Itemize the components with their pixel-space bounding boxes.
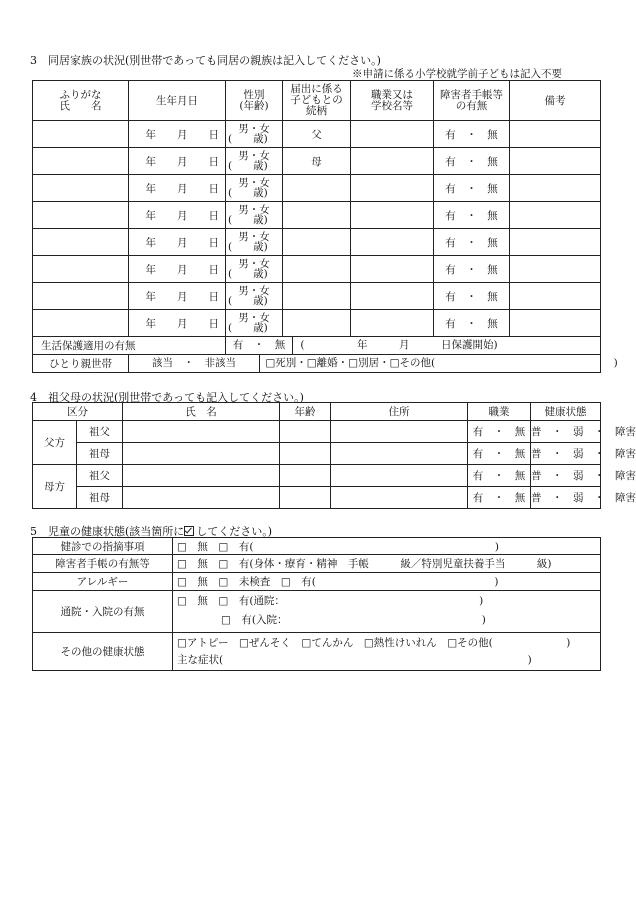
single-parent-row xyxy=(33,355,601,373)
welfare-detail: ( 年 月 日保護開始) xyxy=(300,339,498,351)
other-health-symptoms[interactable]: 主な症状( ) xyxy=(177,653,532,666)
family-sex-cell[interactable]: 男・女 ( 歳) xyxy=(226,256,283,283)
family-handicap-cell[interactable]: 有 ・ 無 xyxy=(434,229,510,256)
family-row xyxy=(33,121,601,148)
welfare-cell[interactable] xyxy=(226,337,601,355)
family-name-cell[interactable] xyxy=(33,256,129,283)
handicap-header: 障害者手帳等 の有無 xyxy=(434,81,510,121)
allergy-label: アレルギー xyxy=(33,573,173,591)
remarks-header: 備考 xyxy=(510,81,601,121)
gp-health-header: 健康状態 xyxy=(531,403,601,421)
hospital-options[interactable] xyxy=(173,591,601,633)
hospital-admit-line[interactable]: □ 有(入院： ) xyxy=(221,614,486,626)
family-birth-cell[interactable]: 年 月 日 xyxy=(129,121,226,148)
job-header: 職業又は 学校名等 xyxy=(351,81,434,121)
family-job-cell[interactable] xyxy=(351,121,434,148)
family-row xyxy=(33,175,601,202)
family-name-cell[interactable] xyxy=(33,121,129,148)
grandparent-age-cell[interactable] xyxy=(280,443,331,465)
family-birth-cell[interactable]: 年 月 日 xyxy=(129,283,226,310)
other-health-label: その他の健康状態 xyxy=(33,633,173,671)
checkmark-icon xyxy=(184,526,194,536)
grandparents-header xyxy=(33,403,601,421)
family-remarks-cell[interactable] xyxy=(510,121,601,148)
grandparent-address-cell[interactable] xyxy=(331,465,468,487)
family-handicap-cell[interactable]: 有 ・ 無 xyxy=(434,121,510,148)
grandparent-relation: 祖父 xyxy=(77,465,123,487)
grandparent-name-cell[interactable] xyxy=(123,421,280,443)
welfare-label: 生活保護適用の有無 xyxy=(33,337,226,355)
family-handicap-cell[interactable]: 有 ・ 無 xyxy=(434,202,510,229)
family-remarks-cell[interactable] xyxy=(510,310,601,337)
family-job-cell[interactable] xyxy=(351,310,434,337)
checkup-row xyxy=(33,538,601,555)
family-sex-cell[interactable]: 男・女 ( 歳) xyxy=(226,175,283,202)
family-row xyxy=(33,229,601,256)
grandparent-address-cell[interactable] xyxy=(331,487,468,509)
handbook-label: 障害者手帳の有無等 xyxy=(33,555,173,573)
other-health-line1[interactable]: □アトピー □ぜんそく □てんかん □熱性けいれん □その他( ) xyxy=(177,636,571,649)
family-sex-cell[interactable]: 男・女 ( 歳) xyxy=(226,121,283,148)
family-job-cell[interactable] xyxy=(351,202,434,229)
family-handicap-cell[interactable]: 有 ・ 無 xyxy=(434,310,510,337)
birth-header: 生年月日 xyxy=(129,81,226,121)
family-sex-cell[interactable]: 男・女 ( 歳) xyxy=(226,202,283,229)
welfare-row xyxy=(33,337,601,355)
grandparent-row xyxy=(33,465,601,487)
family-relation-cell[interactable] xyxy=(283,175,351,202)
family-birth-cell[interactable]: 年 月 日 xyxy=(129,310,226,337)
grandparent-job-cell[interactable]: 有 ・ 無 xyxy=(468,487,531,509)
allergy-row xyxy=(33,573,601,591)
family-birth-cell[interactable]: 年 月 日 xyxy=(129,229,226,256)
family-remarks-cell[interactable] xyxy=(510,229,601,256)
family-name-cell[interactable] xyxy=(33,283,129,310)
family-job-cell[interactable] xyxy=(351,175,434,202)
family-row xyxy=(33,202,601,229)
family-handicap-cell[interactable]: 有 ・ 無 xyxy=(434,175,510,202)
family-row xyxy=(33,148,601,175)
family-row xyxy=(33,310,601,337)
sex-header: 性別 (年齢) xyxy=(226,81,283,121)
family-birth-cell[interactable]: 年 月 日 xyxy=(129,175,226,202)
family-handicap-cell[interactable]: 有 ・ 無 xyxy=(434,256,510,283)
family-job-cell[interactable] xyxy=(351,229,434,256)
family-birth-cell[interactable]: 年 月 日 xyxy=(129,256,226,283)
family-name-cell[interactable] xyxy=(33,148,129,175)
welfare-yesno[interactable]: 有 ・ 無 xyxy=(226,337,293,354)
handbook-options[interactable]: □ 無 □ 有(身体・療育・精神 手帳 級／特別児童扶養手当 級) xyxy=(173,555,601,573)
grandparent-health-cell[interactable]: 普 ・ 弱 ・ 障害 xyxy=(531,465,601,487)
family-remarks-cell[interactable] xyxy=(510,283,601,310)
family-relation-cell[interactable] xyxy=(283,229,351,256)
family-relation-cell[interactable]: 父 xyxy=(283,121,351,148)
hospital-label: 通院・入院の有無 xyxy=(33,591,173,633)
family-sex-cell[interactable]: 男・女 ( 歳) xyxy=(226,283,283,310)
grandparent-row xyxy=(33,421,601,443)
family-job-cell[interactable] xyxy=(351,283,434,310)
family-relation-cell[interactable]: 母 xyxy=(283,148,351,175)
grandparent-name-cell[interactable] xyxy=(123,443,280,465)
family-remarks-cell[interactable] xyxy=(510,202,601,229)
family-name-cell[interactable] xyxy=(33,310,129,337)
family-job-cell[interactable] xyxy=(351,148,434,175)
grandparent-health-cell[interactable]: 普 ・ 弱 ・ 障害 xyxy=(531,487,601,509)
family-remarks-cell[interactable] xyxy=(510,175,601,202)
grandparent-relation: 祖母 xyxy=(77,487,123,509)
family-name-cell[interactable] xyxy=(33,175,129,202)
family-sex-cell[interactable]: 男・女 ( 歳) xyxy=(226,148,283,175)
section4-title: 4 祖父母の状況(別世帯であっても記入してください。) xyxy=(30,391,304,404)
family-name-cell[interactable] xyxy=(33,202,129,229)
family-remarks-cell[interactable] xyxy=(510,148,601,175)
checkup-label: 健診での指摘事項 xyxy=(33,538,173,555)
category-header: 区分 xyxy=(33,403,123,421)
family-table xyxy=(32,80,618,373)
family-row xyxy=(33,283,601,310)
grandparent-relation: 祖母 xyxy=(77,443,123,465)
family-relation-cell[interactable] xyxy=(283,202,351,229)
grandparent-relation: 祖父 xyxy=(77,421,123,443)
family-sex-cell[interactable]: 男・女 ( 歳) xyxy=(226,310,283,337)
grandparent-job-cell[interactable]: 有 ・ 無 xyxy=(468,443,531,465)
grandparent-address-cell[interactable] xyxy=(331,421,468,443)
grandparent-row xyxy=(33,443,601,465)
grandparent-name-cell[interactable] xyxy=(123,465,280,487)
other-health-options[interactable] xyxy=(173,633,601,671)
hospital-row xyxy=(33,591,601,633)
relation-header: 届出に係る 子どもとの 続柄 xyxy=(283,81,351,121)
family-relation-cell[interactable] xyxy=(283,310,351,337)
grandparent-health-cell[interactable]: 普 ・ 弱 ・ 障害 xyxy=(531,443,601,465)
family-job-cell[interactable] xyxy=(351,256,434,283)
section3-title: 3 同居家族の状況(別世帯であっても同居の親族は記入してください。) xyxy=(30,54,381,67)
name-header: ふりがな 氏 名 xyxy=(33,81,129,121)
single-parent-cell[interactable] xyxy=(129,355,618,373)
single-parent-detail[interactable]: □死別・□離婚・□別居・□その他( ) xyxy=(265,357,618,369)
family-relation-cell[interactable] xyxy=(283,256,351,283)
gp-age-header: 年齢 xyxy=(280,403,331,421)
single-parent-label: ひとり親世帯 xyxy=(33,355,129,373)
grandparent-side: 母方 xyxy=(33,465,77,509)
gp-job-header: 職業 xyxy=(468,403,531,421)
family-remarks-cell[interactable] xyxy=(510,256,601,283)
grandparent-job-cell[interactable]: 有 ・ 無 xyxy=(468,465,531,487)
grandparent-address-cell[interactable] xyxy=(331,443,468,465)
family-name-cell[interactable] xyxy=(33,229,129,256)
grandparent-age-cell[interactable] xyxy=(280,421,331,443)
family-sex-cell[interactable]: 男・女 ( 歳) xyxy=(226,229,283,256)
gp-address-header: 住所 xyxy=(331,403,468,421)
single-parent-options[interactable]: 該当 ・ 非該当 xyxy=(129,355,260,372)
family-row xyxy=(33,256,601,283)
grandparent-health-cell[interactable]: 普 ・ 弱 ・ 障害 xyxy=(531,421,601,443)
hospital-visit-line[interactable]: □ 無 □ 有(通院： ) xyxy=(177,595,484,607)
family-handicap-cell[interactable]: 有 ・ 無 xyxy=(434,283,510,310)
family-birth-cell[interactable]: 年 月 日 xyxy=(129,148,226,175)
grandparent-job-cell[interactable]: 有 ・ 無 xyxy=(468,421,531,443)
family-birth-cell[interactable]: 年 月 日 xyxy=(129,202,226,229)
grandparent-side: 父方 xyxy=(33,421,77,465)
allergy-options[interactable]: □ 無 □ 未検査 □ 有( ) xyxy=(173,573,601,591)
grandparent-age-cell[interactable] xyxy=(280,465,331,487)
grandparent-row xyxy=(33,487,601,509)
grandparents-table xyxy=(32,402,636,509)
section3-note: ※申請に係る小学校就学前子どもは記入不要 xyxy=(352,68,562,80)
family-handicap-cell[interactable]: 有 ・ 無 xyxy=(434,148,510,175)
health-table xyxy=(32,537,601,671)
family-relation-cell[interactable] xyxy=(283,283,351,310)
other-health-row xyxy=(33,633,601,671)
grandparent-age-cell[interactable] xyxy=(280,487,331,509)
section5-title: 5 児童の健康状態(該当箇所に してください。) xyxy=(30,525,273,538)
handbook-row xyxy=(33,555,601,573)
checkup-options[interactable]: □ 無 □ 有( ) xyxy=(173,538,601,555)
gp-name-header: 氏 名 xyxy=(123,403,280,421)
grandparent-name-cell[interactable] xyxy=(123,487,280,509)
family-table-header xyxy=(33,81,601,121)
